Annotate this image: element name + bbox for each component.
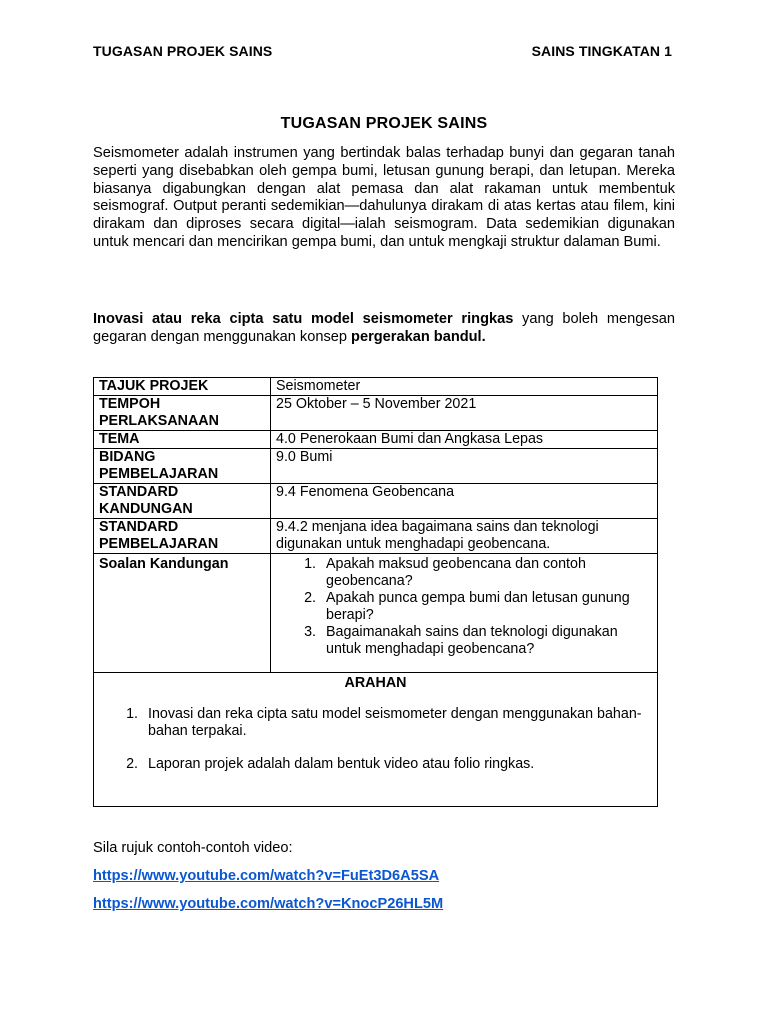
- row-label: TEMA: [94, 431, 271, 449]
- row-value: 9.4 Fenomena Geobencana: [271, 484, 658, 519]
- task-paragraph: [93, 310, 675, 346]
- row-value: 9.4.2 menjana idea bagaimana sains dan teknologi digunakan untuk menghadapi geobencana.: [271, 519, 658, 554]
- intro-paragraph: Seismometer adalah instrumen yang bertindak balas terhadap bunyi dan gegaran tanah seperti yang disebabkan oleh gempa bumi, letusan gunung berapi, dan letupan. Mereka biasanya digabungkan dengan alat pemasa dan alat rakaman untuk membentuk seismograf. Output peranti sedemikian—dahulunya dirakam di atas kertas atau filem, kini dirakam dan diproses secara digital—ialah seismogram. Data sedemikian digunakan untuk mencari dan mencirikan gempa bumi, dan untuk mengkaji struktur dalaman Bumi.: [93, 145, 675, 250]
- table-row: [94, 431, 658, 449]
- header-left-text: TUGASAN PROJEK SAINS: [93, 43, 273, 59]
- row-label: STANDARD KANDUNGAN: [94, 484, 271, 519]
- table-row: [94, 519, 658, 554]
- row-label: BIDANG PEMBELAJARAN: [94, 449, 271, 484]
- row-value: 4.0 Penerokaan Bumi dan Angkasa Lepas: [271, 431, 658, 449]
- video-link-1[interactable]: https://www.youtube.com/watch?v=FuEt3D6A5SA: [93, 868, 440, 884]
- row-value: Seismometer: [271, 378, 658, 396]
- task-bold-1: Inovasi atau reka cipta satu model seismometer ringkas: [93, 311, 514, 327]
- soalan-list: [276, 556, 653, 658]
- row-label: TEMPOH PERLAKSANAAN: [94, 396, 271, 431]
- video-link-2[interactable]: https://www.youtube.com/watch?v=KnocP26HL5M: [93, 896, 444, 912]
- row-label: TAJUK PROJEK: [94, 378, 271, 396]
- arahan-list: [98, 706, 653, 773]
- row-label: STANDARD PEMBELAJARAN: [94, 519, 271, 554]
- list-item: 2. Laporan projek adalah dalam bentuk video atau folio ringkas.: [142, 756, 653, 773]
- project-info-table: [93, 377, 658, 807]
- document-title: TUGASAN PROJEK SAINS: [280, 115, 488, 132]
- page-header: [93, 43, 672, 61]
- list-item: 1. Inovasi dan reka cipta satu model seismometer dengan menggunakan bahan-bahan terpakai.: [142, 706, 653, 740]
- row-value: 25 Oktober – 5 November 2021: [271, 396, 658, 431]
- soalan-label: Soalan Kandungan: [94, 554, 271, 673]
- list-item: 3. Bagaimanakah sains dan teknologi digunakan untuk menghadapi geobencana?: [320, 624, 653, 658]
- table-row-soalan: [94, 554, 658, 673]
- references-intro: Sila rujuk contoh-contoh video:: [93, 840, 293, 856]
- table-row: [94, 378, 658, 396]
- table-row-arahan: [94, 673, 658, 807]
- table-row: [94, 396, 658, 431]
- soalan-cell: [271, 554, 658, 673]
- arahan-title: ARAHAN: [344, 675, 407, 691]
- task-text-1: yang boleh mengesan gegaran dengan menggunakan konsep: [93, 311, 675, 345]
- list-item: 2. Apakah punca gempa bumi dan letusan gunung berapi?: [320, 590, 653, 624]
- table-row: [94, 484, 658, 519]
- list-item: 1. Apakah maksud geobencana dan contoh geobencana?: [320, 556, 653, 590]
- arahan-cell: [94, 673, 658, 807]
- task-bold-2: pergerakan bandul.: [351, 329, 486, 345]
- table-row: [94, 449, 658, 484]
- header-right-text: SAINS TINGKATAN 1: [531, 43, 672, 59]
- row-value: 9.0 Bumi: [271, 449, 658, 484]
